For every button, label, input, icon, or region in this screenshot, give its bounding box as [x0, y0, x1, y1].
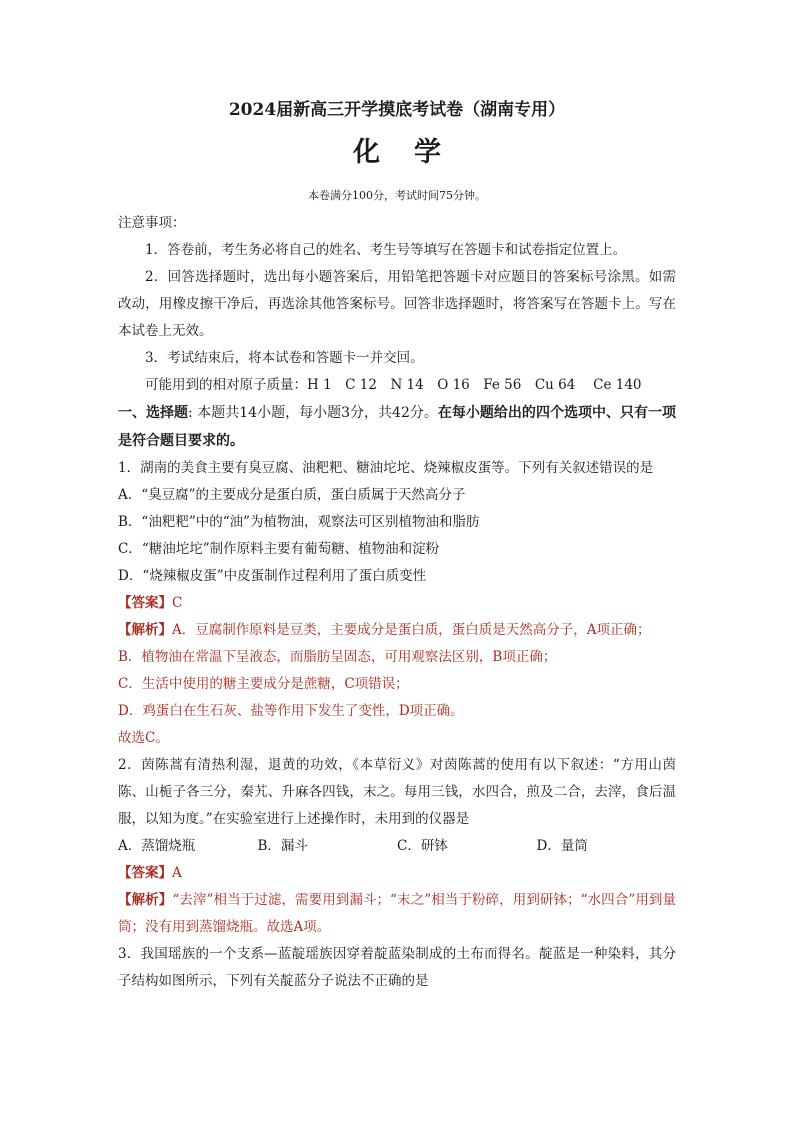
answer-line: [118, 860, 676, 887]
option-b: B．漏斗: [257, 838, 308, 854]
note-item: 1．答卷前，考生务必将自己的姓名、考生号等填写在答题卡和试卷指定位置上。: [145, 242, 627, 258]
note-item: 3．考试结束后，将本试卷和答题卡一并交回。: [145, 350, 424, 366]
analysis-line: [118, 617, 676, 644]
option-row: [118, 833, 676, 860]
exam-title: 2024届新高三开学摸底考试卷（湖南专用）: [228, 100, 566, 120]
notes-heading: 注意事项：: [118, 215, 186, 231]
atomic-mass-line: 可能用到的相对原子质量：H 1 C 12 N 14 O 16 Fe 56 Cu 64 Ce 140: [145, 377, 642, 393]
analysis-tag: 【解析】: [118, 622, 172, 638]
answer-value: C: [172, 595, 183, 611]
answer-tag: 【答案】: [118, 595, 172, 611]
answer-line: [118, 590, 676, 617]
exam-info: 本卷满分100分，考试时间75分钟。: [308, 189, 486, 202]
subject-title: 化学: [353, 137, 475, 168]
section-heading-bold-a: 一、选择题: [118, 405, 189, 421]
question-stem: 2．茵陈蒿有清热利湿，退黄的功效，《本草衍义》对茵陈蒿的使用有以下叙述：“方用山茵陈、山栀子各三分，秦艽、升麻各四钱，末之。每用三钱，水四合，煎及二合，去滓，食后温服，以知为度。”在实验室进行上述操作时，未用到的仪器是: [118, 757, 676, 827]
option-c: C．“糖油坨坨”制作原料主要有葡萄糖、植物油和淀粉: [118, 541, 440, 557]
question-stem: 3．我国瑶族的一个支系—蓝靛瑶族因穿着靛蓝染制成的土布而得名。靛蓝是一种染料，其分子结构如图所示，下列有关靛蓝分子说法不正确的是: [118, 946, 676, 989]
note-item: 2．回答选择题时，选出每小题答案后，用铅笔把答题卡对应题目的答案标号涂黑。如需改动，用橡皮擦干净后，再选涂其他答案标号。回答非选择题时，将答案写在答题卡上。写在本试卷上无效。: [118, 269, 676, 339]
analysis-text: “去滓”相当于过滤，需要用到漏斗；“末之”相当于粉碎，用到研钵；“水四合”用到量筒；没有用到蒸馏烧瓶。故选A项。: [118, 892, 676, 935]
section-heading: [118, 399, 676, 455]
analysis-line: D．鸡蛋白在生石灰、盐等作用下发生了变性，D项正确。: [118, 703, 464, 719]
option-d: D．“烧辣椒皮蛋”中皮蛋制作过程利用了蛋白质变性: [118, 568, 427, 584]
option-a: A．“臭豆腐”的主要成分是蛋白质，蛋白质属于天然高分子: [118, 487, 466, 503]
analysis-block: [118, 887, 676, 941]
option-d: D．量筒: [536, 838, 588, 854]
option-a: A．蒸馏烧瓶: [118, 838, 196, 854]
analysis-text: A．豆腐制作原料是豆类，主要成分是蛋白质，蛋白质是天然高分子，A项正确；: [172, 622, 651, 638]
conclusion-line: 故选C。: [118, 730, 169, 746]
question-stem: 1．湖南的美食主要有臭豆腐、油粑粑、糖油坨坨、烧辣椒皮蛋等。下列有关叙述错误的是: [118, 460, 654, 476]
section-heading-bold-b: 在每小题给出的四个选项中、只有一项是符合题目要求的。: [118, 405, 677, 449]
section-heading-plain: : 本题共14小题，每小题3分，共42分。: [188, 405, 438, 421]
analysis-line: B．植物油在常温下呈液态，而脂肪呈固态，可用观察法区别，B项正确；: [118, 649, 557, 665]
answer-tag: 【答案】: [118, 865, 172, 881]
answer-value: A: [172, 865, 182, 881]
analysis-tag: 【解析】: [118, 892, 173, 908]
option-b: B．“油粑粑”中的“油”为植物油，观察法可区别植物油和脂肪: [118, 514, 480, 530]
option-c: C．研钵: [397, 838, 448, 854]
analysis-line: C．生活中使用的糖主要成分是蔗糖，C项错误；: [118, 676, 409, 692]
